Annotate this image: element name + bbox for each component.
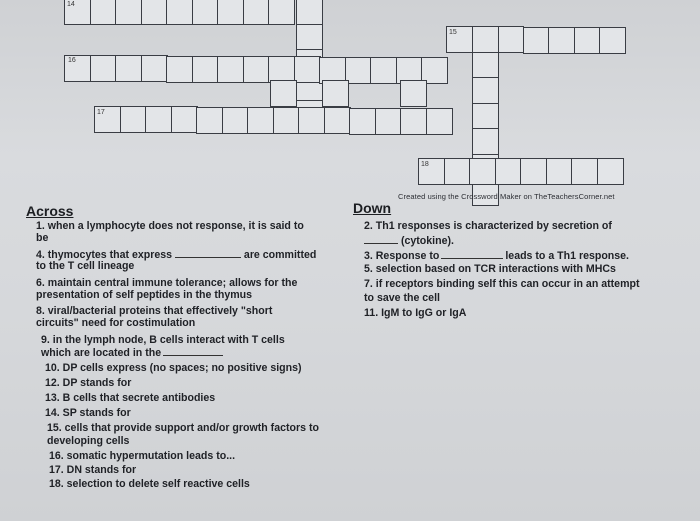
answer-blank: [175, 249, 241, 258]
across-heading: Across: [26, 203, 74, 219]
crossword-cell[interactable]: [294, 56, 321, 83]
crossword-cell[interactable]: [349, 108, 376, 135]
crossword-cell[interactable]: [90, 55, 117, 82]
crossword-cell[interactable]: [192, 0, 219, 25]
crossword-cell[interactable]: [495, 158, 522, 185]
crossword-cell[interactable]: [523, 27, 550, 54]
down-clue-2-cont: (cytokine).: [364, 235, 454, 248]
across-clue-9-cont: which are located in the: [41, 347, 223, 360]
crossword-cell[interactable]: [247, 107, 274, 134]
down-clue-7-cont: to save the cell: [364, 292, 440, 304]
crossword-cell[interactable]: [243, 0, 270, 25]
down-clue-7: 7. if receptors binding self this can occur in an attempt: [364, 278, 640, 290]
crossword-cell[interactable]: [243, 56, 270, 83]
crossword-cell[interactable]: [546, 158, 573, 185]
crossword-cell[interactable]: [400, 80, 427, 107]
crossword-cell[interactable]: [370, 57, 397, 84]
crossword-cell[interactable]: [196, 107, 223, 134]
across-clue-15-cont: developing cells: [47, 435, 130, 447]
crossword-cell[interactable]: [322, 80, 349, 107]
crossword-cell[interactable]: [268, 0, 295, 25]
down-clue-11: 11. IgM to IgG or IgA: [364, 307, 467, 319]
crossword-cell[interactable]: [270, 80, 297, 107]
answer-blank: [163, 347, 223, 356]
crossword-cell[interactable]: [472, 77, 499, 104]
crossword-cell[interactable]: [375, 108, 402, 135]
crossword-cell[interactable]: [171, 106, 198, 133]
across-clue-16: 16. somatic hypermutation leads to...: [49, 450, 236, 462]
clue-number-17: 17: [97, 109, 105, 116]
crossword-cell[interactable]: [120, 106, 147, 133]
crossword-cell[interactable]: [520, 158, 547, 185]
crossword-cell[interactable]: [599, 27, 626, 54]
crossword-cell[interactable]: [141, 55, 168, 82]
down-clue-3: 3. Response to leads to a Th1 response.: [364, 250, 629, 262]
crossword-cell[interactable]: [166, 0, 193, 25]
across-clue-6: 6. maintain central immune tolerance; allows for the: [36, 277, 298, 289]
across-clue-8: 8. viral/bacterial proteins that effectively "short: [36, 305, 273, 317]
crossword-cell[interactable]: [472, 103, 499, 130]
answer-blank: [364, 235, 398, 244]
crossword-cell[interactable]: [222, 107, 249, 134]
clue-number-15: 15: [449, 29, 457, 36]
across-clue-9: 9. in the lymph node, B cells interact with T cells: [41, 334, 285, 346]
crossword-cell[interactable]: [217, 0, 244, 25]
crossword-cell[interactable]: [296, 0, 323, 25]
crossword-cell[interactable]: [548, 27, 575, 54]
crossword-cell[interactable]: [472, 26, 499, 53]
clue-number-18: 18: [421, 161, 429, 168]
crossword-cell[interactable]: [141, 0, 168, 25]
down-heading: Down: [353, 200, 392, 216]
crossword-cell[interactable]: [571, 158, 598, 185]
across-clue-17: 17. DN stands for: [49, 464, 137, 476]
across-clue-4-cont: to the T cell lineage: [36, 260, 135, 272]
crossword-cell[interactable]: [472, 128, 499, 155]
crossword-cell[interactable]: [324, 107, 351, 134]
crossword-cell[interactable]: [192, 56, 219, 83]
crossword-cell[interactable]: [574, 27, 601, 54]
crossword-cell[interactable]: [115, 55, 142, 82]
across-clue-1-cont: be: [36, 232, 49, 244]
crossword-cell[interactable]: [298, 107, 325, 134]
across-clue-15: 15. cells that provide support and/or growth factors to: [47, 422, 319, 434]
down-clue-5: 5. selection based on TCR interactions with MHCs: [364, 263, 616, 275]
across-clue-8-cont: circuits" need for costimulation: [36, 317, 196, 329]
crossword-cell[interactable]: [145, 106, 172, 133]
clue-number-14: 14: [67, 1, 75, 8]
across-clue-12: 12. DP stands for: [45, 377, 132, 389]
crossword-cell[interactable]: [472, 52, 499, 79]
clue-number-16: 16: [68, 57, 76, 64]
crossword-cell[interactable]: [166, 56, 193, 83]
across-clue-6-cont: presentation of self peptides in the thymus: [36, 289, 253, 301]
crossword-cell[interactable]: [217, 56, 244, 83]
crossword-cell[interactable]: [426, 108, 453, 135]
across-clue-4: 4. thymocytes that express are committed: [36, 249, 317, 261]
crossword-cell[interactable]: [400, 108, 427, 135]
down-clue-2: 2. Th1 responses is characterized by secretion of: [364, 220, 612, 232]
crossword-cell[interactable]: [469, 158, 496, 185]
crossword-cell[interactable]: [444, 158, 471, 185]
across-clue-1: 1. when a lymphocyte does not response, it is said to: [36, 220, 304, 232]
crossword-cell[interactable]: [597, 158, 624, 185]
answer-blank: [441, 250, 503, 259]
crossword-cell[interactable]: [115, 0, 142, 25]
crossword-credit: Created using the Crossword Maker on TheTeachersCorner.net: [398, 192, 615, 201]
across-clue-13: 13. B cells that secrete antibodies: [45, 392, 216, 404]
crossword-cell[interactable]: [273, 107, 300, 134]
crossword-cell[interactable]: [497, 26, 524, 53]
across-clue-10: 10. DP cells express (no spaces; no positive signs): [45, 362, 302, 374]
across-clue-18: 18. selection to delete self reactive cells: [49, 478, 250, 490]
crossword-cell[interactable]: [296, 24, 323, 51]
crossword-cell[interactable]: [90, 0, 117, 25]
across-clue-14: 14. SP stands for: [45, 407, 131, 419]
